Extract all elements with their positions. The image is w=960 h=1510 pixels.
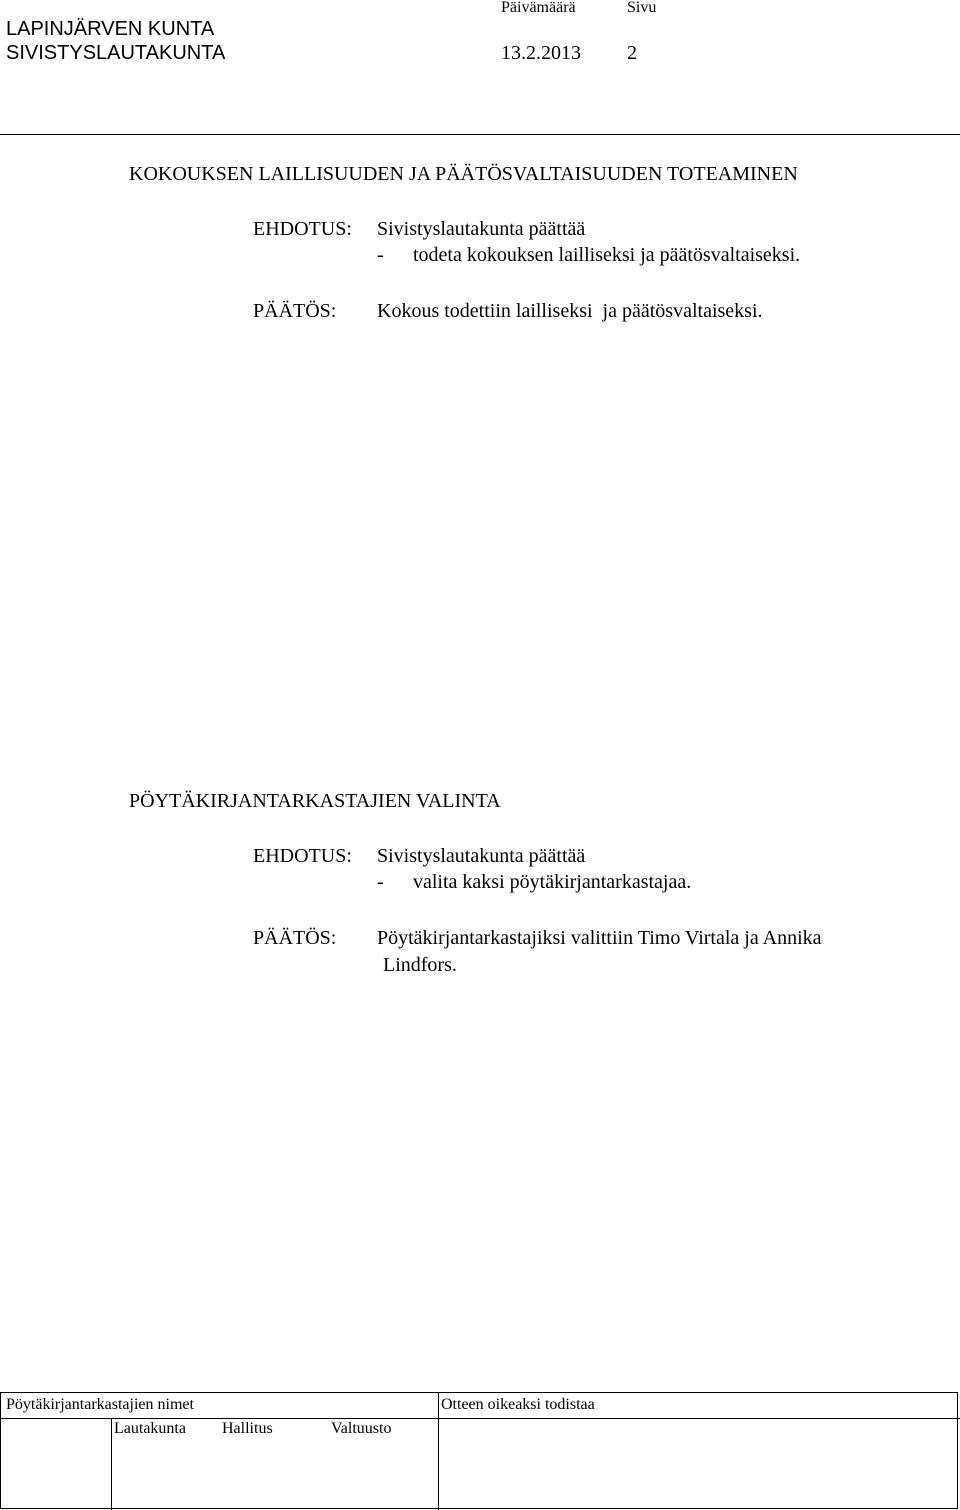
signature-box-divider (438, 1392, 439, 1510)
signature-box-divider (0, 1418, 960, 1419)
proposal-text: Sivistyslautakunta päättää (377, 845, 586, 867)
council-label: Valtuusto (331, 1420, 392, 1437)
board-label: Lautakunta (114, 1420, 186, 1437)
date-label: Päivämäärä (501, 0, 576, 16)
page-number: 2 (627, 42, 637, 64)
proposal-bullet: todeta kokouksen lailliseksi ja päätösvaltaiseksi. (413, 244, 801, 266)
decision-text: Kokous todettiin lailliseksi ja päätösvaltaiseksi. (377, 300, 763, 322)
decision-label: PÄÄTÖS: (253, 300, 337, 322)
decision-text: Pöytäkirjantarkastajiksi valittiin Timo Virtala ja Annika (377, 927, 822, 949)
bullet-dash: - (377, 244, 384, 266)
government-label: Hallitus (222, 1420, 273, 1437)
header-divider (0, 134, 960, 135)
signature-box-divider (111, 1418, 112, 1510)
section-title: KOKOUKSEN LAILLISUUDEN JA PÄÄTÖSVALTAISUUDEN TOTEAMINEN (129, 163, 798, 185)
decision-text-continued: Lindfors. (383, 954, 457, 976)
proposal-label: EHDOTUS: (253, 845, 352, 867)
inspectors-names-label: Pöytäkirjantarkastajien nimet (6, 1396, 194, 1413)
proposal-bullet: valita kaksi pöytäkirjantarkastajaa. (413, 871, 692, 893)
organization-name: LAPINJÄRVEN KUNTA (6, 18, 215, 40)
page-label: Sivu (627, 0, 657, 16)
proposal-text: Sivistyslautakunta päättää (377, 218, 586, 240)
bullet-dash: - (377, 871, 384, 893)
certified-copy-label: Otteen oikeaksi todistaa (441, 1396, 595, 1413)
proposal-label: EHDOTUS: (253, 218, 352, 240)
section-title: PÖYTÄKIRJANTARKASTAJIEN VALINTA (129, 790, 501, 812)
meeting-date: 13.2.2013 (501, 42, 581, 64)
department-name: SIVISTYSLAUTAKUNTA (6, 42, 226, 64)
decision-label: PÄÄTÖS: (253, 927, 337, 949)
